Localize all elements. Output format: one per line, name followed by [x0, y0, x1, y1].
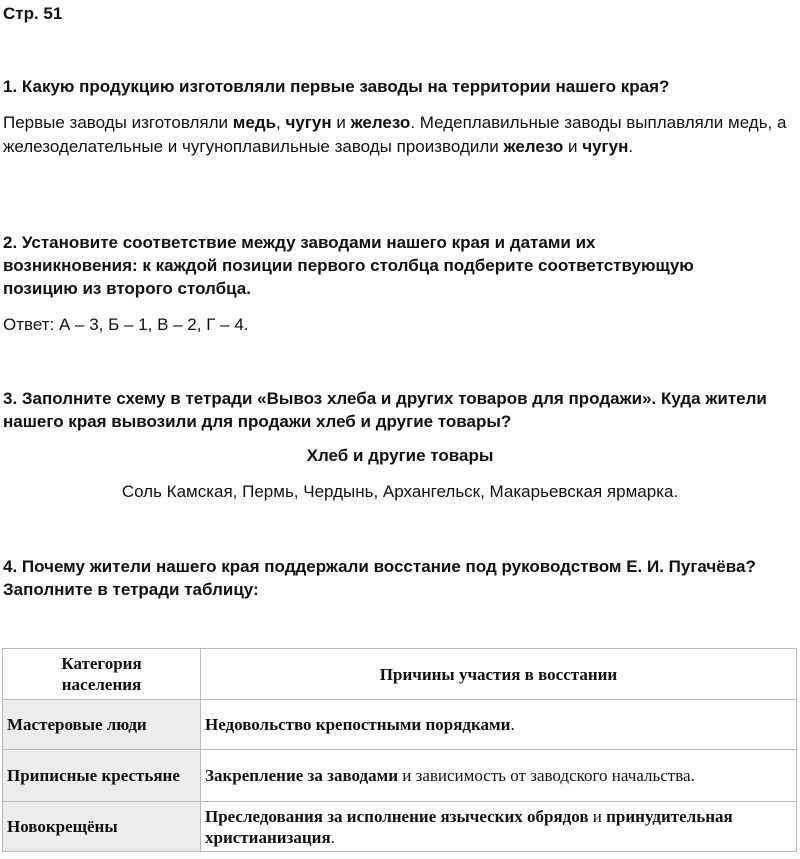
reason-text: .: [510, 715, 515, 734]
reason-bold: Преследования за исполнение языческих обрядов: [205, 806, 589, 826]
answer-1-text: . Медеплавильные заводы выплавляли медь, а железоделательные и чугуноплавильные заводы производили: [3, 113, 787, 156]
page-number: Стр. 51: [3, 4, 63, 23]
reason-bold: Недовольство крепостными порядками: [205, 715, 511, 734]
reason-text: .: [330, 827, 335, 847]
answer-1-bold: медь: [232, 113, 277, 132]
category-cell: Приписные крестьяне: [3, 750, 201, 802]
reason-text: и зависимость от заводского начальства.: [398, 766, 695, 785]
answer-1-text: и: [331, 113, 351, 132]
header-reasons: Причины участия в восстании: [201, 649, 797, 700]
answer-1-text: ,: [276, 113, 286, 132]
scheme-title: Хлеб и другие товары: [306, 446, 494, 465]
scheme-text: Соль Камская, Пермь, Чердынь, Архангельск, Макарьевская ярмарка.: [121, 482, 679, 501]
answer-1: [3, 111, 793, 159]
reasons-table: [2, 648, 797, 852]
header-category: Категория населения: [3, 649, 201, 700]
answer-1-text: и: [563, 137, 583, 156]
reason-bold: Закрепление за заводами: [205, 766, 398, 785]
reason-cell: [201, 700, 797, 750]
answer-2: Ответ: А – 3, Б – 1, В – 2, Г – 4.: [3, 315, 249, 334]
answer-1-bold: железо: [350, 113, 411, 132]
category-cell: Мастеровые люди: [3, 700, 201, 750]
answer-1-bold: чугун: [582, 137, 629, 156]
question-1: 1. Какую продукцию изготовляли первые заводы на территории нашего края?: [3, 77, 670, 96]
reason-text: и: [588, 806, 607, 826]
table-row: [3, 700, 797, 750]
category-cell: Новокрещёны: [3, 802, 201, 852]
answer-1-bold: железо: [503, 137, 564, 156]
table-row: [3, 802, 797, 852]
answer-1-text: .: [628, 137, 634, 156]
reason-cell: [201, 802, 797, 852]
reason-cell: [201, 750, 797, 802]
table-header-row: [3, 649, 797, 700]
answer-1-bold: чугун: [285, 113, 332, 132]
question-4: 4. Почему жители нашего края поддержали восстание под руководством Е. И. Пугачёва? Заполните в тетради таблицу:: [3, 557, 756, 599]
table-row: [3, 750, 797, 802]
answer-1-text: Первые заводы изготовляли: [3, 113, 233, 132]
reason-bold: принудительная христианизация: [205, 806, 733, 847]
question-2: 2. Установите соответствие между заводами нашего края и датами их возникновения: к каждой позиции первого столбца подберите соответствующую позицию из второго столбца.: [3, 233, 694, 298]
question-3: 3. Заполните схему в тетради «Вывоз хлеба и других товаров для продажи». Куда жители нашего края вывозили для продажи хлеб и другие товары?: [3, 389, 767, 431]
